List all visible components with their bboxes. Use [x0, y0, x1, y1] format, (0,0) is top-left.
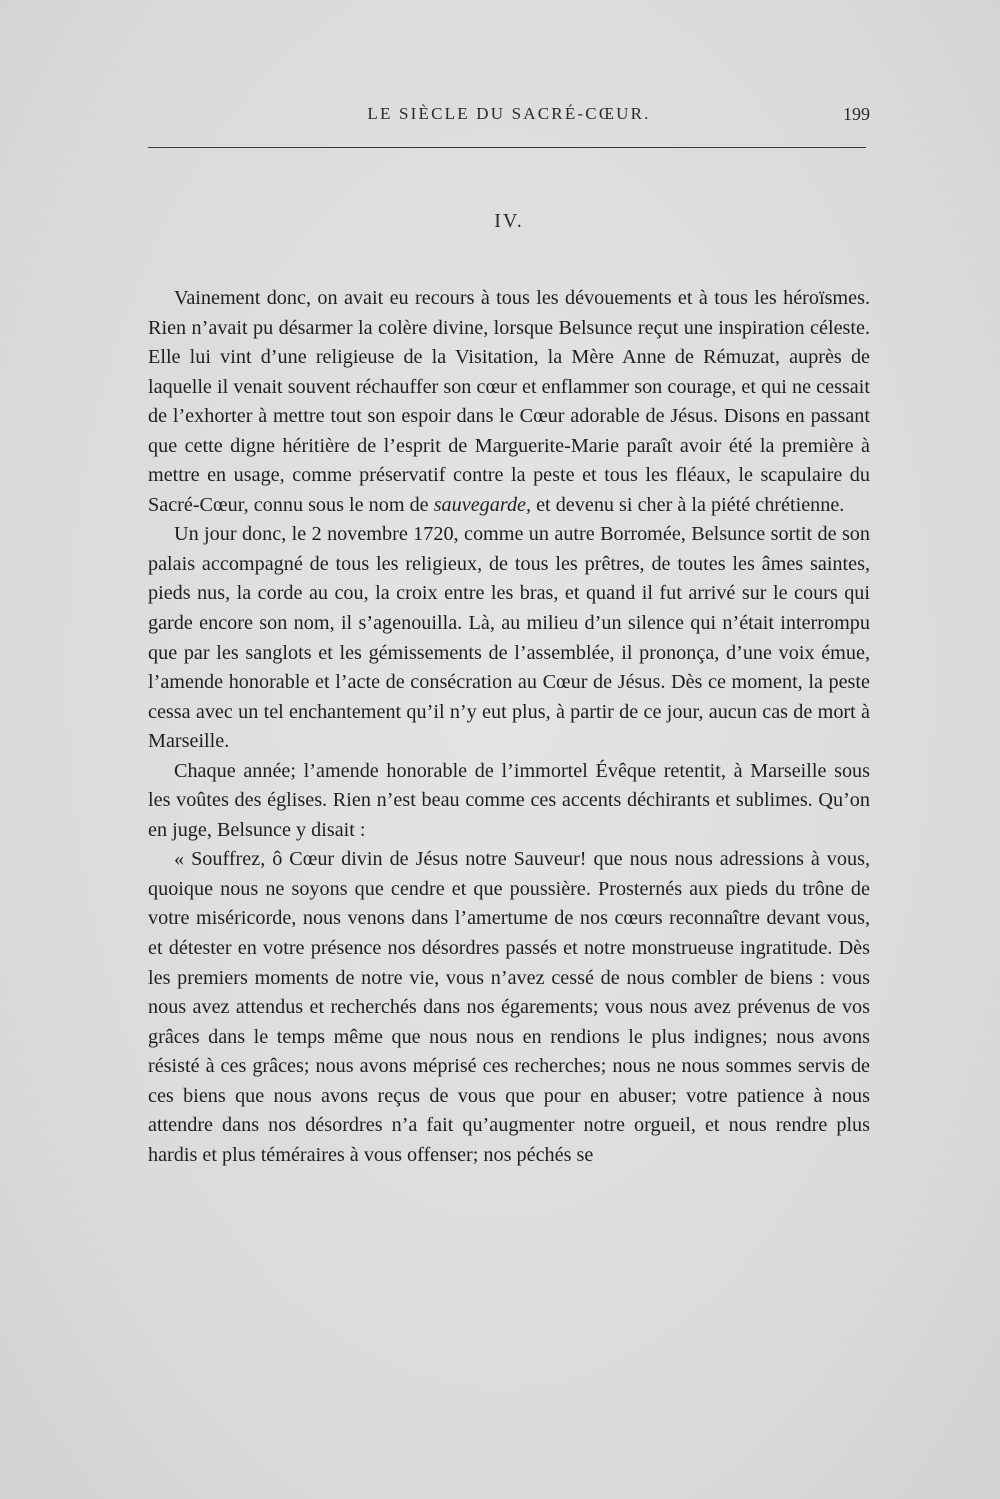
- section-heading: IV.: [494, 210, 524, 232]
- paragraph-4-quotation: « Souffrez, ô Cœur divin de Jésus notre Sauveur! que nous nous adressions à vous, quoique nous ne soyons que cendre et que poussière. Prosternés aux pieds du trône de votre miséricorde, nous venons dans l’amertume de nos cœurs reconnaître devant vous, et détester en votre présence nos désordres passés et notre monstrueuse ingratitude. Dès les premiers moments de notre vie, vous n’avez cessé de nous combler de biens : vous nous avez attendus et recherchés dans nos égarements; vous nous avez prévenus de vos grâces dans le temps même que nous nous en rendions le plus indignes; nous avons résisté à ces grâces; nous avons méprisé ces recherches; nous ne nous sommes servis de ces biens que nous avons reçus de vous que pour en abuser; votre patience à nous attendre dans nos désordres n’a fait qu’augmenter notre orgueil, et nous rendre plus hardis et plus téméraires à vous offenser; nos péchés se: [148, 848, 870, 1166]
- running-title: LE SIÈCLE DU SACRÉ-CŒUR.: [367, 104, 651, 123]
- paragraph-1: [148, 284, 870, 520]
- italic-term: sauvegarde,: [433, 493, 532, 516]
- paragraph-3: Chaque année; l’amende honorable de l’immortel Évêque retentit, à Marseille sous les voûtes des églises. Rien n’est beau comme ces accents déchirants et sublimes. Qu’on en juge, Belsunce y disait :: [148, 759, 870, 841]
- page-number: 199: [843, 104, 870, 124]
- running-head: [148, 102, 870, 132]
- paragraph-2: Un jour donc, le 2 novembre 1720, comme un autre Borromée, Belsunce sortit de son palais accompagné de tous les religieux, de tous les prêtres, de toutes les âmes saintes, pieds nus, la corde au cou, la croix entre les bras, et quand il fut arrivé sur le cours qui garde encore son nom, il s’agenouilla. Là, au milieu d’un silence qui n’était interrompu que par les sanglots et les gémissements de l’assemblée, il prononça, d’une voix émue, l’amende honorable et l’acte de consécration au Cœur de Jésus. Dès ce moment, la peste cessa avec un tel enchantement qu’il n’y eut plus, à partir de ce jour, aucun cas de mort à Marseille.: [148, 523, 870, 753]
- body-text: [148, 284, 870, 1170]
- paragraph-1-text: Vainement donc, on avait eu recours à tous les dévouements et à tous les héroïsmes. Rien n’avait pu désarmer la colère divine, lorsque Belsunce reçut une inspiration céleste. Elle lui vint d’une religieuse de la Visitation, la Mère Anne de Rémuzat, auprès de laquelle il venait souvent réchauffer son cœur et enflammer son courage, et qui ne cessait de l’exhorter à mettre tout son espoir dans le Cœur adorable de Jésus. Disons en passant que cette digne héritière de l’esprit de Marguerite-Marie paraît avoir été la première à mettre en usage, comme préservatif contre la peste et tous les fléaux, le scapulaire du Sacré-Cœur, connu sous le nom de: [148, 287, 870, 516]
- paragraph-1-end: et devenu si cher à la piété chrétienne.: [531, 493, 845, 516]
- header-rule: [148, 147, 866, 148]
